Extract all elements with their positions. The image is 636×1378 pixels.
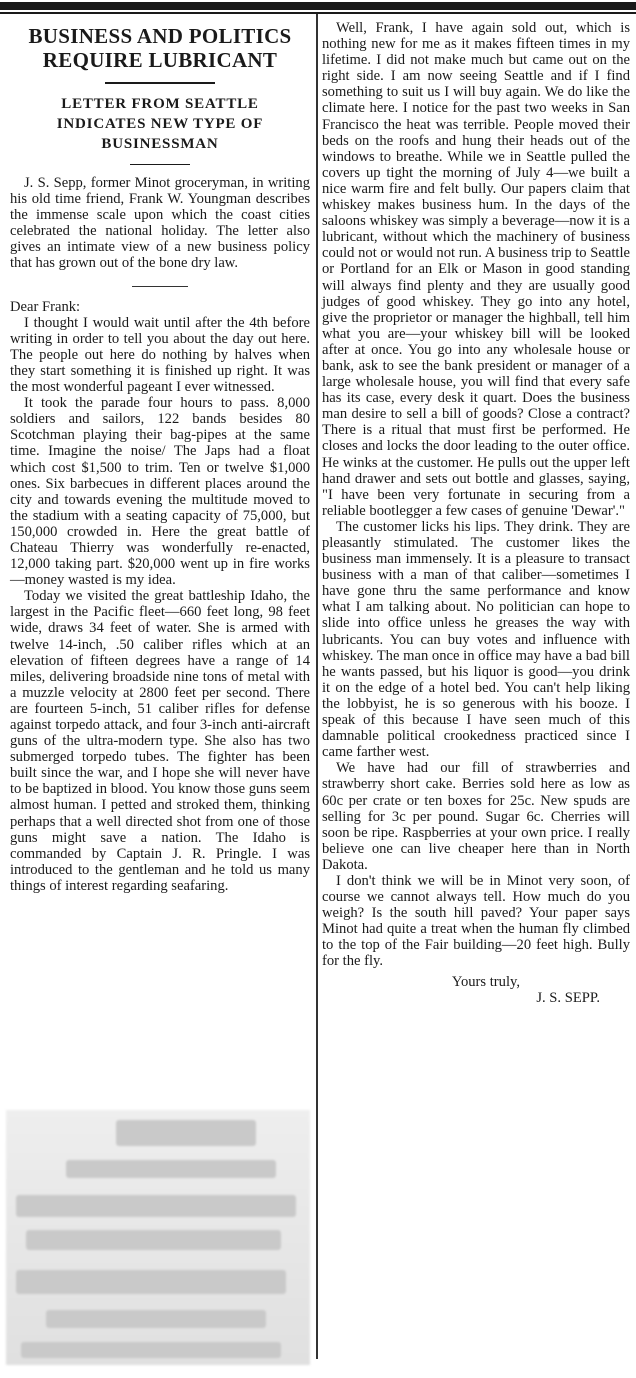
letter-paragraph: Well, Frank, I have again sold out, which is nothing new for me as it makes fifteen times in my lifetime. I did not make much but came out on the right side. I am now seeing Seattle and if I find something to suit us I will buy again. We do like the climate here. I notice for the past two weeks in San Francisco the heat was terrible. People moved their beds on the roofs and hung their heads out of the windows to breathe. While we in Seattle pulled the covers up tight the morning of July 4—we built a nice warm fire and felt bully. Our papers claim that whiskey makes business hum. In the days of the saloons whiskey was simply a beverage—now it is a lubricant, without which the machinery of business could not or would not run. A business trip to Seattle or Portland for an Elk or Mason in good standing will always find plenty and they are usually good judges of good whiskey. They go into any hotel, give the proprietor or manager the highball, tell him what you are—your whiskey bill will be looked after at once. You go into any wholesale house or bank, ask to see the bank president or manager of a large wholesale house, you will find that every safe has its case, every desk it quart. Does the business man desire to sell a bill of goods? Close a contract? There is a ritual that must first be performed. He closes and locks the door leading to the outer office. He winks at the customer. He pulls out the upper left hand drawer and sets out bottle and glasses, saying, "I have been very fortunate in securing from a reliable bootlegger a few cases of genuine 'Dewar'." xyxy=(322,20,630,519)
subheadline: LETTER FROM SEATTLE INDICATES NEW TYPE OF BUSINESSMAN xyxy=(56,96,264,152)
headline-rule xyxy=(105,82,215,84)
intro-paragraph: J. S. Sepp, former Minot groceryman, in writing his old time friend, Frank W. Youngman describes the immense scale upon which the coast cities celebrated the national holiday. The letter also gives an intimate view of a new business policy that has grown out of the bone dry law. xyxy=(10,175,310,272)
letter-paragraph: It took the parade four hours to pass. 8,000 soldiers and sailors, 122 bands besides 80 Scotchman playing their bag-pipes at the same time. Imagine the noise/ The Japs had a float which cost $1,500 to trim. Ten or twelve $1,000 ones. Six barbecues in different places around the city and towards evening the multitude moved to the stadium with a seating capacity of 75,000, but 150,000 crowded in. Here the great battle of Chateau Thierry was wonderfully re-enacted, 12,000 taking part. $20,000 went up in fire works—money wasted is my idea. xyxy=(10,395,310,589)
letter-paragraph: I don't think we will be in Minot very soon, of course we cannot always tell. How much do you weigh? Is the south hill paved? Your paper says Minot had quite a treat when the human fly climbed to the top of the Fair building—20 feet high. Bully for the fly. xyxy=(322,872,630,970)
subhead-rule xyxy=(130,164,190,165)
letter-paragraph: We have had our fill of strawberries and strawberry short cake. Berries sold here as low as 60c per crate or ten boxes for 25c. New spuds are selling for 3c per pound. Sugar 6c. Cherries will soon be ripe. Raspberries at your own price. I really believe one can live cheaper here than in North Dakota. xyxy=(322,760,630,873)
letter-paragraph: Today we visited the great battleship Idaho, the largest in the Pacific fleet—660 feet long, 98 feet wide, draws 34 feet of water. She is armed with twelve 14-inch, .50 caliber rifles which at an elevation of fifteen degrees have a range of 14 miles, delivering broadside nine tons of metal with a muzzle velocity at 2800 feet per second. There are fourteen 5-inch, 51 caliber rifles for defense against torpedo attack, and four 3-inch anti-aircraft guns of the ultra-modern type. She also has two submerged torpedo tubes. The fighter has been built since the war, and I hope she will never have to be baptized in blood. You know those guns seem almost human. I petted and stroked them, thinking perhaps that a well directed shot from one of those guns might save a nation. The Idaho is commanded by Captain J. R. Pringle. I was introduced to the gentleman and he told us many things of interest regarding seafaring. xyxy=(10,588,310,894)
letter-paragraph: The customer licks his lips. They drink. They are pleasantly stimulated. The customer likes the business man immensely. It is a pleasure to transact business with a man of that caliber—sometimes I have gone thru the same performance and know what I am talking about. No politician can hope to slide into office unless he greases the way with lubricants. You can buy votes and influence with whiskey. The man once in office may have a bad bill he wants passed, but his liquor is good—you drink it on the edge of a hotel bed. You can't help liking the lobbyist, he is so generous with his booze. I speak of this because I have seen much of this damnable political crookedness practiced since I came farther west. xyxy=(322,518,630,761)
blurred-adjacent-content xyxy=(6,1110,310,1365)
salutation: Dear Frank: xyxy=(10,298,81,315)
headline-line-2: REQUIRE LUBRICANT xyxy=(42,48,278,72)
headline-line-1: BUSINESS AND POLITICS xyxy=(28,24,292,48)
top-rule-thin xyxy=(0,12,636,14)
headline xyxy=(10,24,310,72)
letter-paragraph: I thought I would wait until after the 4th before writing in order to tell you about the day out here. The people out here do nothing by halves when they start something it is finished up right. It was the most wonderful pageant I ever witnessed. xyxy=(10,314,310,396)
left-column xyxy=(10,20,310,894)
column-separator xyxy=(316,14,318,1359)
closing: Yours truly, xyxy=(451,973,520,990)
closing-block xyxy=(322,974,630,1006)
top-rule xyxy=(0,2,636,10)
signature: J. S. SEPP. xyxy=(536,989,600,1006)
section-divider xyxy=(132,286,188,287)
right-column xyxy=(322,20,630,1006)
